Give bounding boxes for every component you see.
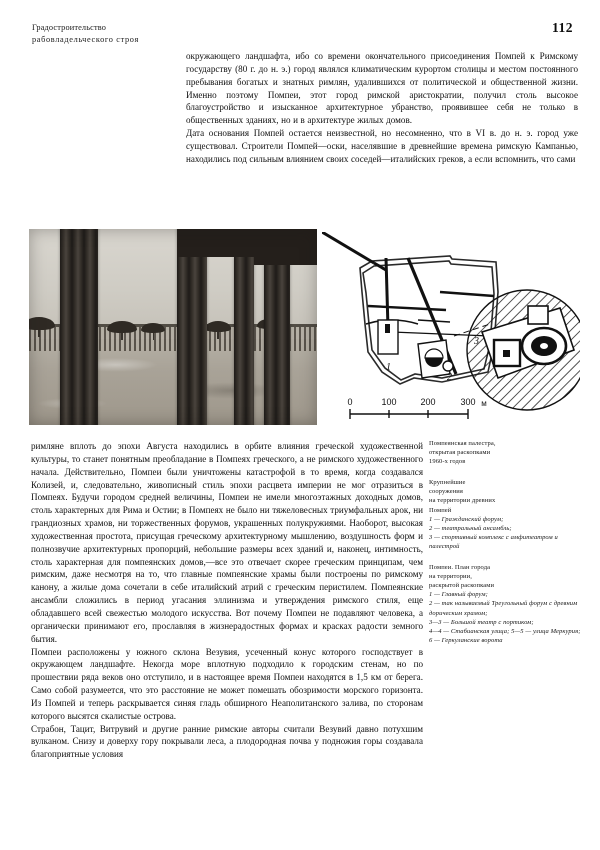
page-number: 112: [551, 20, 573, 35]
legend-item: 1 — Гражданский форум;: [429, 515, 504, 523]
photo-column: [177, 229, 207, 425]
body-text-bottom: [31, 440, 423, 761]
map-forum-block: [378, 320, 398, 354]
legend-item: 1 — Главный форум;: [429, 591, 488, 599]
caption-line: открытая раскопками: [429, 449, 491, 457]
scale-tick-0: 0: [347, 397, 353, 407]
scale-tick-300: 300: [460, 397, 476, 407]
caption-line: 1960-х годов: [429, 458, 466, 466]
photo-column: [234, 257, 254, 425]
paragraph: римляне вплоть до эпохи Августа находились в орбите влияния греческой художественной культуры, то станет понятным преобладание в Помпеях греческого, а не римского художественного начала. Действительно, Помпеи были уничтожены катастрофой в то время, когда создавался Колизей, и, следовательно, живописный стиль эпохи расцвета империи не мог отразиться в Помпеях. Будучи городом средней величины, Помпеи не имели многоэтажных доходных домов, столь характерных для Рима и Остии; в Помпеях не было ни тяжеловесных триумфальных арок, ни грандиозных храмов, ни торжественных форумов, украшенных полукружиями. Наоборот, высокая художественная простота, присущая греческому архитектурному мышлению, воздушность форм и полнозвучие архитектурных пропорций, небольшие размеры всех зданий и, наконец, интимность, столь характерная для помпеянских домов,—все это отвечает скорее греческим принципам, чем римским, даже несмотря на то, что главные помпеянские храмы были построены по римскому канону, а жилые дома сочетали в себе италийский атрий с греческим перистилем. Помпеянские ансамбли сложились в период угасания эллинизма и утверждения римского стиля, еще обладавшего всей свежестью молодого искусства. Вот почему Помпеи не подавляют человека, а органически принимают его, прославляя в жизнерадостных формах и красках радости земного бытия.: [31, 441, 423, 644]
caption-line: на территории древних: [429, 497, 496, 505]
legend-item: 2 — театральный ансамбль;: [429, 524, 512, 532]
body-text-top: [186, 50, 578, 166]
map-scale-bar: [350, 409, 468, 419]
paragraph: Помпеи расположены у южного склона Везувия, усеченный конус которого господствует в окружающем ландшафте. Некогда море вплотную подходило к городским стенам, но по прошествии ряда веков оно отступило, и в настоящее время Помпеи находятся в 1,5 км от берега. Само собой разумеется, что это расстояние не может помешать обозримости морского горизонта. Из Помпей и теперь раскрывается синяя гладь обширного Неаполитанского залива, по сторонам которого высятся скалистые острова.: [31, 646, 423, 721]
map-label-1: 1: [386, 362, 391, 373]
caption-line: сооружения: [429, 488, 463, 496]
caption-line: Помпей: [429, 506, 452, 514]
caption-line: раскрытой раскопками: [429, 582, 495, 590]
scale-unit: м: [481, 399, 487, 408]
running-head-line-2: рабовладельческого строя: [32, 34, 139, 44]
pine-tree-icon: [205, 321, 231, 332]
caption-major-structures: [429, 478, 581, 551]
map-label-2: 2: [447, 372, 452, 383]
photo-lintel: [177, 229, 317, 257]
scale-tick-100: 100: [381, 397, 397, 407]
pine-tree-icon: [107, 321, 137, 333]
figure-captions: [429, 439, 581, 645]
pine-tree-icon: [141, 323, 165, 333]
map-svg: [322, 232, 580, 432]
paragraph: окружающего ландшафта, ибо со времени окончательного присоединения Помпей к Римскому государству (80 г. до н. э.) город являлся климатическим курортом столицы и местом постоянного пребывания богатых и знатных римлян, удалившихся от политической и общественной жизни. Именно поэтому Помпеи, этот город римской аристократии, получил столь высокое благоустройство и изысканное архитектурное убранство, проявившее себя не только в общественных зданиях, но и в архитектуре жилых домов.: [186, 51, 578, 126]
map-pompeii-plan: [322, 232, 580, 432]
caption-photo: [429, 439, 581, 466]
legend-item: 3—3 — Большой театр с портиком;: [429, 618, 534, 626]
legend-item: 4—4 — Стабианская улица; 5—5 — улица Меркурия;: [429, 627, 581, 635]
caption-line: на территории,: [429, 573, 472, 581]
legend-item: 2 — так называемый Треугольный форум с древним дорическим храмом;: [429, 600, 578, 617]
photo-lintel: [254, 255, 317, 265]
caption-line: Помпеянская палестра,: [429, 440, 496, 447]
photo-column: [264, 263, 290, 425]
caption-line: Помпеи. План города: [429, 564, 491, 572]
map-magnifier-callout: [467, 290, 580, 410]
photo-column: [60, 229, 98, 425]
caption-city-plan: [429, 563, 581, 645]
paragraph: Дата основания Помпей остается неизвестной, но несомненно, что в VI в. до н. э. город уже существовал. Строители Помпей—оски, населявшие в древнейшие времена римскую Кампанью, находились под сильным влиянием своих соседей—италийских греков, а если вспомнить, что сами: [186, 128, 578, 164]
caption-line: Крупнейшие: [429, 479, 466, 487]
running-head-line-1: Градостроительство: [32, 23, 107, 32]
photo-pompeii-palaestra: [29, 229, 317, 425]
legend-item: 6 — Геркуланские ворота: [429, 636, 503, 644]
paragraph: Страбон, Тацит, Витрувий и другие ранние римские авторы считали Везувий давно потухшим вулканом. Снизу и доверху гору покрывали леса, а плодородная почва у подножия горы создавала благоприятные условия: [31, 723, 423, 760]
running-head: [32, 22, 262, 46]
scale-tick-200: 200: [420, 397, 436, 407]
legend-item: 3 — спортивный комплекс с амфитеатром и палестрой: [429, 533, 558, 550]
